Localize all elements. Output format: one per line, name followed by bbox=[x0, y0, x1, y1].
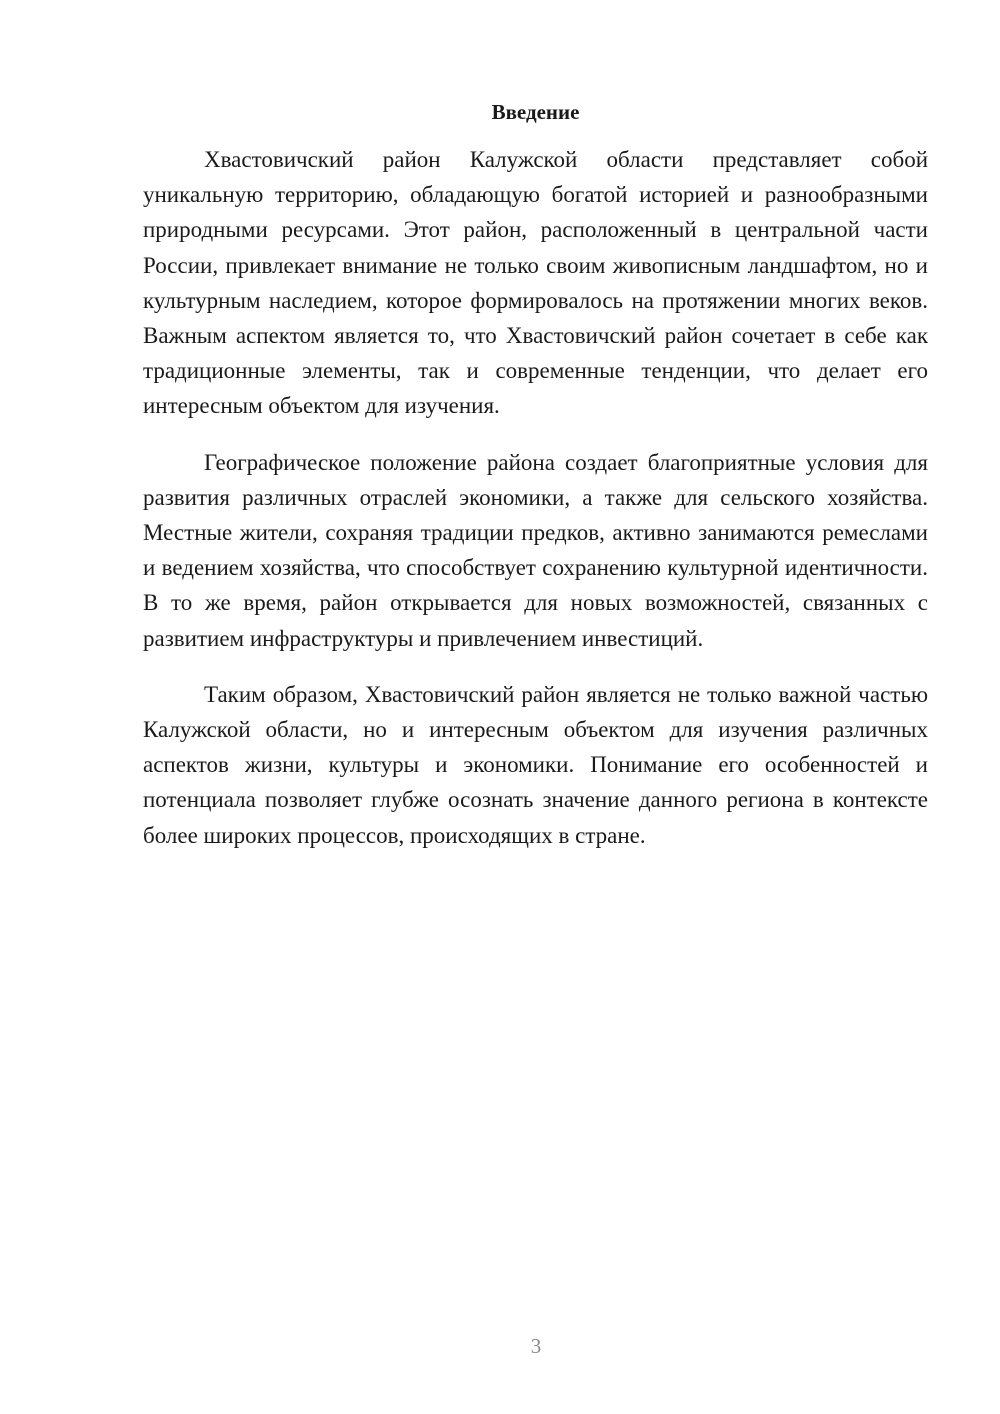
paragraph-1: Хвастовичский район Калужской области представляет собой уникальную территорию, обладающую богатой историей и разнообразными природными ресурсами. Этот район, расположенный в центральной части России, привлекает внимание не только своим живописным ландшафтом, но и культурным наследием, которое формировалось на протяжении многих веков. Важным аспектом является то, что Хвастовичский район сочетает в себе как традиционные элементы, так и современные тенденции, что делает его интересным объектом для изучения. bbox=[143, 147, 928, 419]
page-number: 3 bbox=[530, 1334, 542, 1358]
body-text bbox=[143, 142, 928, 874]
paragraph-2: Географическое положение района создает благоприятные условия для развития различных отраслей экономики, а также для сельского хозяйства. Местные жители, сохраняя традиции предков, активно занимаются ремеслами и ведением хозяйства, что способствует сохранению культурной идентичности. В то же время, район открывается для новых возможностей, связанных с развитием инфраструктуры и привлечением инвестиций. bbox=[143, 449, 928, 651]
paragraph-3: Таким образом, Хвастовичский район является не только важной частью Калужской области, но и интересным объектом для изучения различных аспектов жизни, культуры и экономики. Понимание его особенностей и потенциала позволяет глубже осознать значение данного региона в контексте более широких процессов, происходящих в стране. bbox=[143, 681, 928, 848]
page-heading: Введение bbox=[491, 100, 580, 124]
